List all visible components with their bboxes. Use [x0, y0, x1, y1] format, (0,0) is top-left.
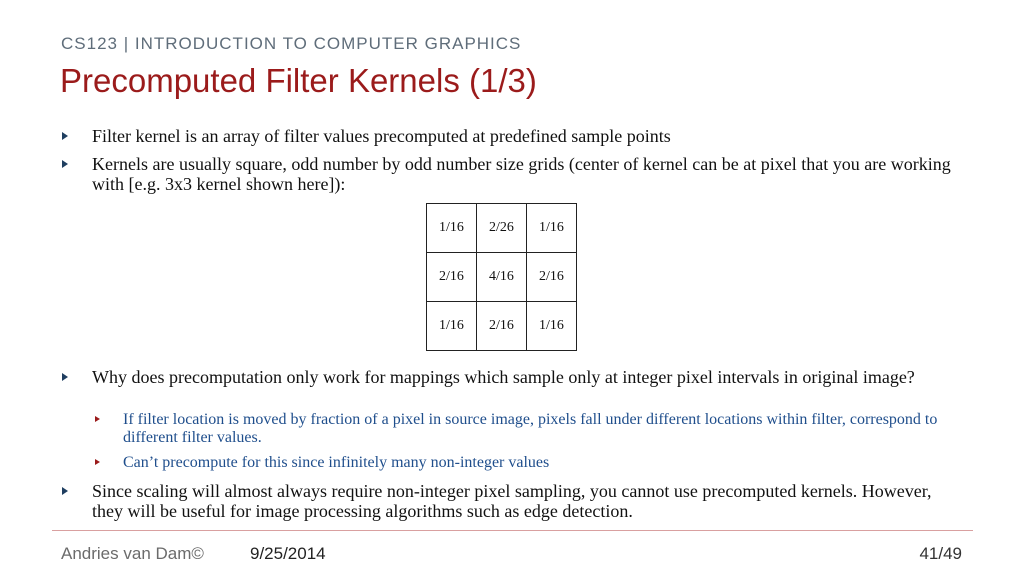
kernel-cell: 4/16: [477, 253, 527, 302]
bullet-2: [92, 154, 972, 194]
bullet-arrow-icon: [62, 373, 68, 381]
kernel-cell: 2/16: [477, 302, 527, 351]
bullet-arrow-icon: [62, 160, 68, 168]
page-number: 41/49: [919, 544, 962, 563]
subbullet-2: [123, 454, 963, 472]
kernel-row: [427, 302, 577, 351]
subbullet-1: [123, 411, 963, 447]
kernel-cell: 2/26: [477, 204, 527, 253]
bullet-2-text: Kernels are usually square, odd number by odd number size grids (center of kernel can be at pixel that you are working with [e.g. 3x3 kernel shown here]):: [92, 154, 951, 194]
footer-rule: [52, 530, 973, 531]
course-header: CS123 | INTRODUCTION TO COMPUTER GRAPHICS: [61, 34, 522, 53]
kernel-cell: 1/16: [527, 302, 577, 351]
bullet-1-text: Filter kernel is an array of filter values precomputed at predefined sample points: [92, 126, 671, 146]
kernel-cell: 2/16: [427, 253, 477, 302]
bullet-arrow-icon: [62, 487, 68, 495]
kernel-cell: 1/16: [527, 204, 577, 253]
bullet-3-text: Why does precomputation only work for mappings which sample only at integer pixel intervals in original image?: [92, 367, 915, 387]
kernel-table: [426, 203, 577, 351]
subbullet-2-text: Can’t precompute for this since infinitely many non-integer values: [123, 454, 550, 471]
bullet-arrow-icon: [62, 132, 68, 140]
bullet-3: [92, 367, 962, 387]
footer-author: Andries van Dam©: [61, 544, 204, 563]
subbullet-arrow-icon: [95, 459, 100, 465]
bullet-4-text: Since scaling will almost always require non-integer pixel sampling, you cannot use precomputed kernels. However, they will be useful for image processing algorithms such as edge detection.: [92, 481, 932, 521]
subbullet-1-text: If filter location is moved by fraction of a pixel in source image, pixels fall under different locations within filter, correspond to different filter values.: [123, 411, 938, 446]
bullet-1: [92, 126, 972, 146]
footer-date: 9/25/2014: [250, 544, 326, 563]
kernel-row: [427, 204, 577, 253]
slide-title: Precomputed Filter Kernels (1/3): [60, 62, 537, 99]
bullet-4: [92, 481, 962, 521]
kernel-cell: 1/16: [427, 204, 477, 253]
kernel-row: [427, 253, 577, 302]
kernel-cell: 2/16: [527, 253, 577, 302]
kernel-cell: 1/16: [427, 302, 477, 351]
subbullet-arrow-icon: [95, 416, 100, 422]
